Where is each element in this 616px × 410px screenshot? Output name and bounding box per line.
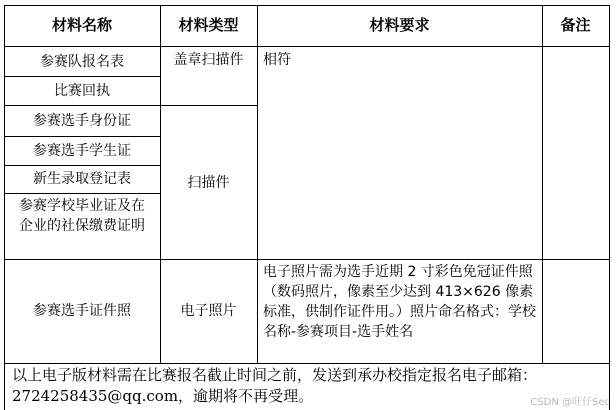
csdn-watermark: CSDN @旺仔Sec: [530, 397, 610, 408]
row-divider: [4, 165, 160, 166]
requirement-photo-spec: 电子照片需为选手近期 2 寸彩色免冠证件照（数码照片，像素至少达到 413×626 像素标准，供制作证件用。）照片命名格式：学校名称-参赛项目-选手姓名: [263, 264, 536, 340]
row-name-id-card: 参赛选手身份证: [33, 113, 131, 129]
type-electronic-photo: 电子照片: [180, 303, 237, 319]
header-bottom-line: [4, 46, 610, 47]
row-divider: [4, 76, 160, 77]
header-material-requirement: 材料要求: [369, 16, 430, 34]
row-name-receipt: 比赛回执: [54, 83, 110, 99]
table-border-bottom: [4, 363, 610, 364]
header-material-name: 材料名称: [51, 16, 112, 34]
header-material-type: 材料类型: [178, 16, 239, 34]
column-divider: [542, 5, 543, 363]
row-divider: [4, 193, 160, 194]
header-remark: 备注: [560, 16, 591, 34]
row-divider: [4, 105, 257, 106]
table-border-top: [4, 5, 610, 6]
row-divider: [4, 259, 610, 260]
type-stamped-scan: 盖章扫描件: [173, 52, 244, 68]
row-name-admission-form: 新生录取登记表: [33, 171, 131, 187]
row-name-team-registration: 参赛队报名表: [40, 54, 124, 70]
type-scan: 扫描件: [187, 175, 230, 191]
column-divider: [257, 5, 258, 363]
row-name-student-card: 参赛选手学生证: [33, 143, 131, 159]
row-divider: [4, 136, 160, 137]
table-border-right: [609, 5, 610, 410]
footer-note: 以上电子版材料需在比赛报名截止时间之前，发送到承办校指定报名电子邮箱：2724258435@qq.com，逾期将不再受理。: [12, 366, 538, 405]
row-name-diploma-social-security: 参赛学校毕业证及在企业的社保缴费证明: [19, 198, 145, 234]
requirement-consistent: 相符: [263, 52, 291, 68]
row-name-id-photo: 参赛选手证件照: [33, 303, 131, 319]
